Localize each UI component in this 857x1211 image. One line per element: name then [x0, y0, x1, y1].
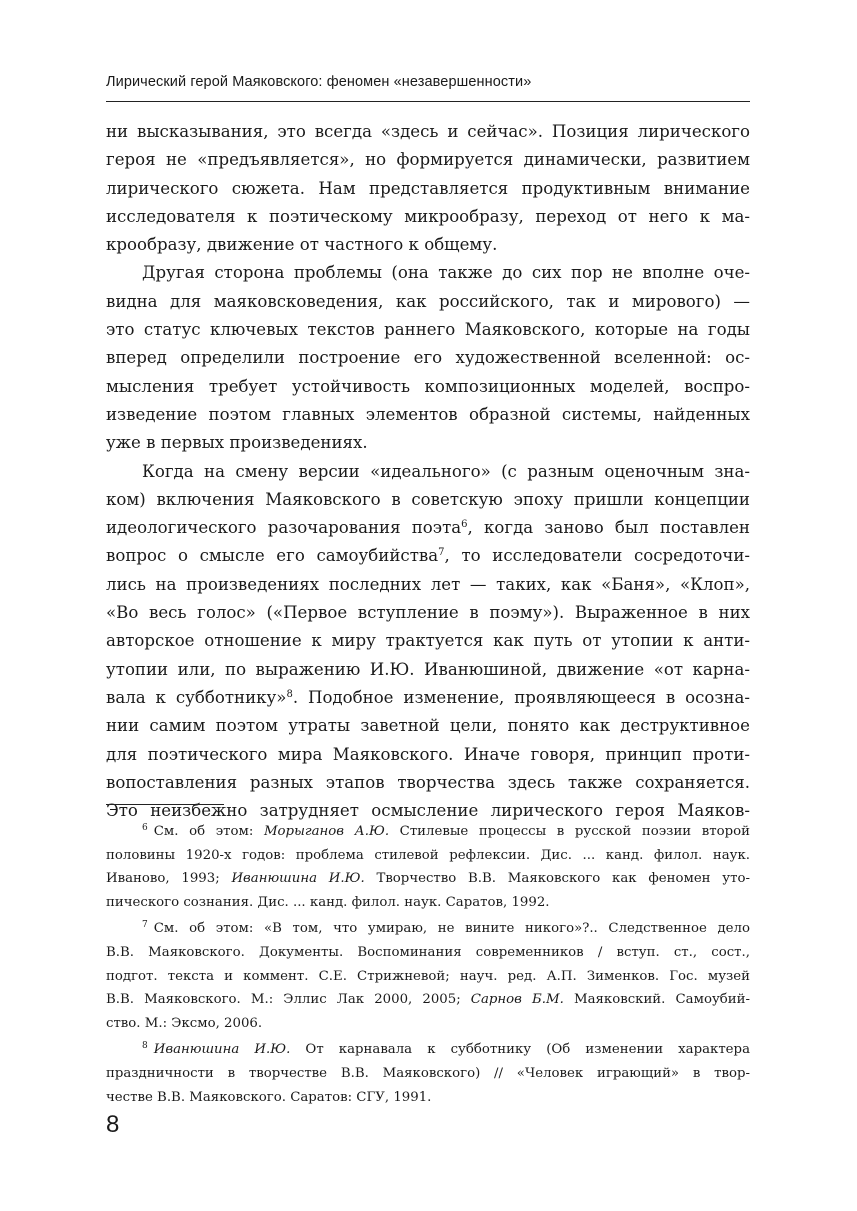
text-line: Другая сторона проблемы (она также до сих пор не вполне оче-	[142, 263, 750, 283]
footnote-line: В.В. Маяковского. Документы. Воспоминания современников / вступ. ст., сост.,	[106, 944, 750, 960]
text-line: лирического сюжета. Нам представляется продуктивным внимание	[106, 178, 750, 198]
text-line: ком) включения Маяковского в советскую эпоху пришли концепции	[106, 489, 750, 509]
footnote-8	[106, 1038, 750, 1109]
footnote-number: 8	[142, 1041, 148, 1052]
footnote-ref-8[interactable]: 8	[286, 688, 293, 700]
footnote-ref-7[interactable]: 7	[438, 547, 445, 559]
text-line: мысления требует устойчивость композиционных моделей, воспро-	[106, 376, 750, 396]
main-text	[106, 118, 750, 825]
text-line: вопоставления разных этапов творчества здесь также сохраняется.	[106, 772, 750, 792]
footnote-line: ство. М.: Эксмо, 2006.	[106, 1015, 263, 1031]
footnote-line: честве В.В. Маяковского. Саратов: СГУ, 1991.	[106, 1089, 432, 1105]
text-line: изведение поэтом главных элементов образной системы, найденных	[106, 404, 750, 424]
footnote-number: 6	[142, 823, 148, 833]
footnote-line	[106, 988, 750, 1012]
text-segment: Иваново, 1993;	[106, 871, 232, 887]
text-line: вперед определили построение его художественной вселенной: ос-	[106, 348, 750, 368]
text-line: Это неизбежно затрудняет осмысление лирического героя Маяков-	[106, 801, 750, 821]
text-segment: . Подобное изменение, проявляющееся в осозна-	[292, 687, 750, 707]
footnote-line	[106, 820, 750, 844]
footnote-line: подгот. текста и коммент. С.Е. Стрижневой; науч. ред. А.П. Зименков. Гос. музей	[106, 968, 750, 984]
text-segment: См. об этом: «В том, что умираю, не вините никого»?.. Следственное дело	[153, 921, 750, 937]
author-name: Сарнов Б.М.	[470, 992, 564, 1008]
text-line: нии самим поэтом утраты заветной цели, понято как деструктивное	[106, 716, 750, 736]
text-segment: См. об этом:	[153, 824, 264, 839]
author-name: Иванюшина И.Ю.	[153, 1042, 291, 1058]
text-line: «Во весь голос» («Первое вступление в поэму»). Выраженное в них	[106, 603, 750, 623]
text-line: это статус ключевых текстов раннего Маяковского, которые на годы	[106, 320, 750, 340]
author-name: Морыганов А.Ю.	[263, 824, 390, 839]
running-head: Лирический герой Маяковского: феномен «незавершенности»	[106, 74, 532, 90]
paragraph-3	[106, 458, 750, 826]
header-rule	[106, 101, 750, 102]
text-segment: В.В. Маяковского. М.: Эллис Лак 2000, 2005;	[106, 992, 471, 1008]
text-segment: От карнавала к субботнику (Об изменении характера	[290, 1042, 750, 1058]
text-segment: вопрос о смысле его самоубийства	[106, 546, 439, 566]
paragraph-2	[106, 259, 750, 457]
text-line	[106, 542, 750, 570]
text-segment: , когда заново был поставлен	[467, 518, 750, 538]
footnote-line	[106, 917, 750, 941]
text-line: крообразу, движение от частного к общему.	[106, 235, 498, 255]
footnote-line	[106, 867, 750, 891]
text-line: авторское отношение к миру трактуется как путь от утопии к анти-	[106, 631, 750, 651]
text-line: для поэтического мира Маяковского. Иначе говоря, принцип проти-	[106, 744, 750, 764]
text-segment: Маяковский. Самоубий-	[563, 992, 750, 1008]
text-segment: вала к субботнику»	[106, 687, 287, 707]
page-number: 8	[106, 1111, 120, 1138]
text-line: уже в первых произведениях.	[106, 433, 368, 453]
author-name: Иванюшина И.Ю.	[231, 871, 365, 887]
text-line	[106, 684, 750, 712]
text-segment: идеологического разочарования поэта	[106, 518, 462, 538]
text-line: видна для маяковсковедения, как российского, так и мирового) —	[106, 291, 750, 311]
footnote-7	[106, 917, 750, 1035]
text-segment: Стилевые процессы в русской поэзии второй	[389, 824, 750, 839]
paragraph-1	[106, 118, 750, 259]
footnote-line	[106, 1038, 750, 1062]
text-line: героя не «предъявляется», но формируется динамически, развитием	[106, 150, 750, 170]
text-segment: , то исследователи сосредоточи-	[444, 546, 751, 566]
footnote-line: половины 1920-х годов: проблема стилевой рефлексии. Дис. ... канд. филол. наук.	[106, 847, 750, 863]
footnote-line: праздничности в творчестве В.В. Маяковского) // «Человек играющий» в твор-	[106, 1065, 750, 1081]
footnotes	[106, 820, 750, 1112]
text-line: утопии или, по выражению И.Ю. Иванюшиной, движение «от карна-	[106, 659, 750, 679]
footnote-number: 7	[142, 920, 148, 931]
text-line: лись на произведениях последних лет — таких, как «Баня», «Клоп»,	[106, 574, 750, 594]
text-line	[106, 514, 750, 542]
text-line: ни высказывания, это всегда «здесь и сейчас». Позиция лирического	[106, 122, 750, 141]
footnote-6	[106, 820, 750, 914]
footnote-rule	[106, 804, 224, 805]
text-line: Когда на смену версии «идеального» (с разным оценочным зна-	[142, 461, 750, 481]
footnote-line: пического сознания. Дис. ... канд. филол. наук. Саратов, 1992.	[106, 894, 550, 910]
text-segment: Творчество В.В. Маяковского как феномен уто-	[364, 871, 750, 887]
footnote-ref-6[interactable]: 6	[461, 519, 468, 531]
text-line: исследователя к поэтическому микрообразу, переход от него к ма-	[106, 206, 750, 226]
